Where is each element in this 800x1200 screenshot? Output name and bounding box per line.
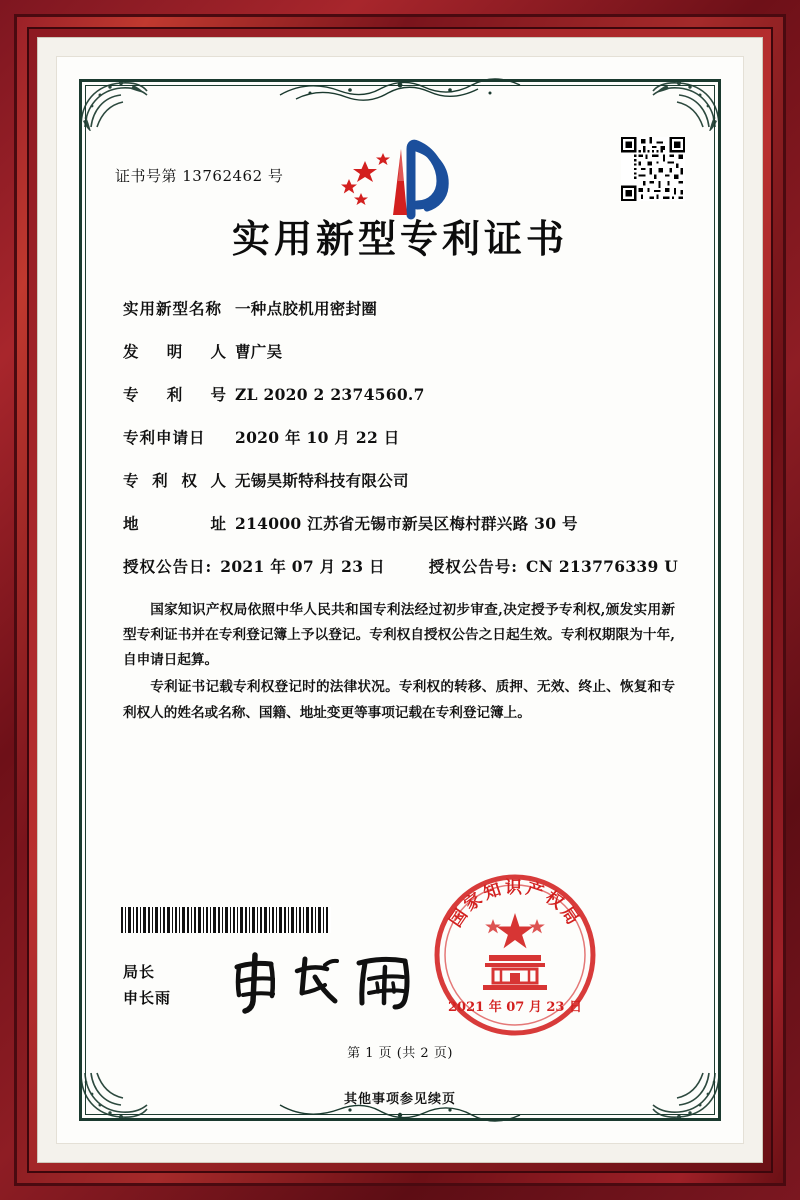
grant-number-value: CN 213776339 U [526,557,679,576]
certificate-content [109,113,691,1107]
field-row [123,426,681,448]
certificate-paper [56,56,744,1144]
grant-row [123,555,681,577]
frame-mat [37,37,763,1163]
field-row [123,469,681,491]
qr-code [621,137,685,201]
top-ornament-icon [270,73,530,103]
field-label: 发明人 [123,342,227,361]
frame-bevel-outer [14,14,786,1186]
grant-number-label: 授权公告号: [428,557,519,576]
field-row [123,383,681,405]
field-label: 专利号 [123,385,227,404]
official-seal [431,871,599,1039]
field-row [123,340,681,362]
footer-note: 其他事项参见续页 [343,1092,456,1107]
barcode [121,907,331,933]
director-name-label: 申长雨 [123,988,172,1007]
page-number: 第 1 页 (共 2 页) [347,1046,453,1061]
field-row [123,512,681,534]
signature-block [123,959,171,1012]
certificate-number: 证书号第 13762462 号 [115,167,284,185]
grant-date-label: 授权公告日: [123,557,213,576]
field-value: 曹广吴 [235,342,283,361]
field-label: 实用新型名称 [123,299,223,318]
seal-agency-text: 国家知识产权局 [445,877,585,931]
field-list [109,297,691,577]
field-value: ZL 2020 2 2374560.7 [235,385,425,404]
field-value: 214000 江苏省无锡市新吴区梅村群兴路 30 号 [235,514,578,533]
paragraph: 专利证书记载专利权登记时的法律状况。专利权的转移、质押、无效、终止、恢复和专利权人的姓名或名称、国籍、地址变更等事项记载在专利登记簿上。 [123,679,675,721]
paragraph: 国家知识产权局依照中华人民共和国专利法经过初步审查,决定授予专利权,颁发实用新型专利证书并在专利登记簿上予以登记。专利权自授权公告之日起生效。专利权期限为十年,自申请日起算。 [123,602,675,669]
seal-date-text: 2021 年 07 月 23 日 [448,1000,582,1015]
field-value: 一种点胶机用密封圈 [235,299,378,318]
page-title: 实用新型专利证书 [231,216,568,261]
field-value: 无锡昊斯特科技有限公司 [235,471,409,490]
cnipa-logo [325,135,475,225]
frame-bevel-inner [27,27,773,1173]
handwritten-signature [219,951,439,1015]
field-value: 2020 年 10 月 22 日 [235,428,400,447]
field-label: 专利申请日 [123,428,206,447]
field-label: 地址 [123,514,227,533]
field-row [123,297,681,319]
field-label: 专利权人 [123,471,227,490]
director-role-label: 局长 [123,962,156,981]
legal-text [109,598,691,726]
grant-date-value: 2021 年 07 月 23 日 [220,557,385,576]
